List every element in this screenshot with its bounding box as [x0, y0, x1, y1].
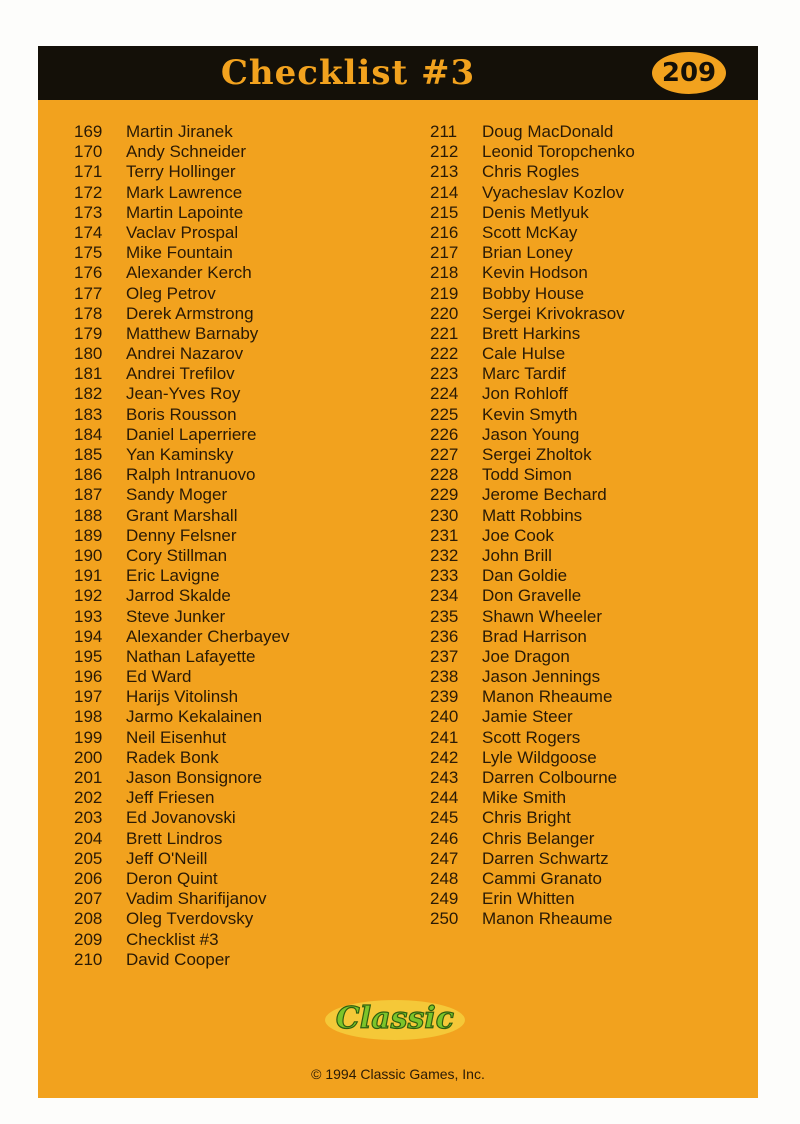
player-name: Shawn Wheeler	[482, 606, 603, 626]
checklist-row	[74, 203, 414, 223]
player-name: Dan Goldie	[482, 566, 568, 586]
checklist-row	[430, 445, 750, 465]
checklist-row	[430, 748, 750, 768]
card-number: 202	[74, 788, 103, 808]
player-name: Checklist #3	[126, 929, 219, 949]
player-name: Cammi Granato	[482, 868, 602, 888]
checklist-row	[74, 243, 414, 263]
player-name: Grant Marshall	[126, 505, 238, 525]
checklist-row	[430, 223, 750, 243]
player-name: Martin Jiranek	[126, 122, 233, 141]
checklist-row	[74, 445, 414, 465]
card-number: 195	[74, 646, 103, 666]
card-number: 228	[430, 465, 459, 485]
card-number: 217	[430, 243, 459, 263]
checklist-row	[74, 808, 414, 828]
checklist-row	[430, 647, 750, 667]
card-number: 240	[430, 707, 459, 727]
card-number: 215	[430, 202, 459, 222]
player-name: Denny Felsner	[126, 525, 237, 545]
checklist-row	[74, 707, 414, 727]
card-number: 248	[430, 868, 459, 888]
checklist-row	[430, 344, 750, 364]
player-name: Andy Schneider	[126, 142, 247, 162]
checklist-row	[430, 284, 750, 304]
player-name: Sergei Krivokrasov	[482, 303, 625, 323]
checklist-row	[74, 465, 414, 485]
player-name: Andrei Nazarov	[126, 344, 244, 364]
checklist-row	[430, 506, 750, 526]
player-name: Brett Harkins	[482, 323, 581, 343]
checklist-row	[430, 909, 750, 929]
checklist-row	[74, 162, 414, 182]
card-number: 179	[74, 323, 103, 343]
checklist-row	[74, 728, 414, 748]
player-name: Jarmo Kekalainen	[126, 707, 263, 727]
card-number: 175	[74, 243, 103, 263]
card-number: 200	[74, 747, 103, 767]
card-number: 197	[74, 687, 103, 707]
card-number: 238	[430, 667, 459, 687]
card-number: 250	[430, 909, 459, 929]
card-number: 244	[430, 788, 459, 808]
player-name: Joe Dragon	[482, 646, 570, 666]
player-name: Cale Hulse	[482, 344, 566, 364]
card-number: 210	[74, 949, 103, 969]
card-number: 199	[74, 727, 103, 747]
checklist-row	[430, 526, 750, 546]
card-number: 173	[74, 202, 103, 222]
checklist-row	[430, 405, 750, 425]
player-name: Brett Lindros	[126, 828, 223, 848]
card-number: 205	[74, 848, 103, 868]
player-name: Erin Whitten	[482, 889, 575, 909]
player-name: Mark Lawrence	[126, 182, 243, 202]
player-name: Alexander Cherbayev	[126, 626, 290, 646]
player-name: Jeff Friesen	[126, 788, 215, 808]
card-number: 227	[430, 445, 459, 464]
checklist-row	[430, 687, 750, 707]
player-name: Darren Colbourne	[482, 768, 618, 787]
player-name: David Cooper	[126, 949, 230, 969]
checklist-row	[430, 889, 750, 909]
player-name: Jason Young	[482, 424, 580, 444]
player-name: Jerome Bechard	[482, 485, 607, 505]
card-number: 212	[430, 142, 459, 162]
player-name: Don Gravelle	[482, 586, 582, 606]
player-name: Oleg Petrov	[126, 283, 216, 303]
card-number: 233	[430, 566, 459, 586]
checklist-row	[74, 909, 414, 929]
player-name: Sergei Zholtok	[482, 445, 592, 464]
player-name: Brian Loney	[482, 243, 573, 263]
checklist-row	[74, 425, 414, 445]
checklist-row	[430, 586, 750, 606]
card-number: 222	[430, 344, 459, 364]
checklist-row	[430, 707, 750, 727]
player-name: Scott Rogers	[482, 727, 581, 747]
checklist-row	[74, 405, 414, 425]
checklist-row	[74, 930, 414, 950]
card-number: 219	[430, 283, 459, 303]
player-name: Jean-Yves Roy	[126, 384, 241, 404]
card-number: 235	[430, 606, 459, 626]
checklist-row	[430, 546, 750, 566]
player-name: Harijs Vitolinsh	[126, 687, 239, 707]
checklist-row	[430, 183, 750, 203]
card-number: 187	[74, 485, 103, 505]
checklist-row	[74, 122, 414, 142]
player-name: Todd Simon	[482, 465, 572, 485]
checklist-row	[430, 304, 750, 324]
header-bar	[38, 46, 758, 100]
checklist-row	[74, 546, 414, 566]
checklist-row	[430, 849, 750, 869]
checklist-row	[430, 263, 750, 283]
checklist-row	[430, 808, 750, 828]
checklist-row	[74, 889, 414, 909]
player-name: Jeff O'Neill	[126, 848, 208, 868]
checklist-row	[74, 829, 414, 849]
player-name: Radek Bonk	[126, 747, 219, 767]
classic-logo-text: Classic	[335, 1001, 455, 1036]
player-name: Jon Rohloff	[482, 384, 568, 404]
card-number: 247	[430, 848, 459, 868]
player-name: Vyacheslav Kozlov	[482, 182, 625, 202]
card-number: 221	[430, 323, 459, 343]
checklist-row	[74, 748, 414, 768]
checklist-row	[74, 526, 414, 546]
checklist-right-column	[430, 122, 750, 930]
card-number: 182	[74, 384, 103, 404]
player-name: Oleg Tverdovsky	[126, 909, 254, 929]
checklist-row	[74, 869, 414, 889]
checklist-row	[430, 788, 750, 808]
card-number: 178	[74, 303, 103, 323]
checklist-row	[74, 788, 414, 808]
card-number: 234	[430, 586, 459, 606]
player-name: Matt Robbins	[482, 505, 583, 525]
checklist-row	[74, 344, 414, 364]
checklist-row	[430, 324, 750, 344]
card-number: 245	[430, 808, 459, 828]
player-name: Yan Kaminsky	[126, 445, 234, 464]
checklist-row	[430, 728, 750, 748]
checklist-row	[430, 627, 750, 647]
card-number: 243	[430, 768, 459, 787]
card-number: 225	[430, 404, 459, 424]
card-number: 208	[74, 909, 103, 929]
card-number: 241	[430, 727, 459, 747]
card-number: 201	[74, 768, 103, 787]
player-name: Ed Jovanovski	[126, 808, 236, 828]
card-number: 190	[74, 545, 103, 565]
player-name: Brad Harrison	[482, 626, 587, 646]
player-name: Martin Lapointe	[126, 202, 244, 222]
player-name: Eric Lavigne	[126, 566, 220, 586]
card-number: 209	[74, 929, 103, 949]
checklist-row	[74, 849, 414, 869]
player-name: Darren Schwartz	[482, 848, 609, 868]
card-number-badge: 209	[650, 50, 728, 96]
card-number: 223	[430, 364, 459, 384]
player-name: Scott McKay	[482, 222, 578, 242]
player-name: Manon Rheaume	[482, 909, 613, 929]
card-number: 189	[74, 525, 103, 545]
player-name: Marc Tardif	[482, 364, 566, 384]
card-number: 226	[430, 424, 459, 444]
card-number: 211	[430, 122, 458, 141]
checklist-row	[74, 566, 414, 586]
player-name: Leonid Toropchenko	[482, 142, 635, 162]
card-number: 172	[74, 182, 103, 202]
player-name: Kevin Hodson	[482, 263, 588, 283]
card-number: 204	[74, 828, 103, 848]
player-name: Alexander Kerch	[126, 263, 252, 283]
card-number: 176	[74, 263, 103, 283]
player-name: Chris Belanger	[482, 828, 595, 848]
card-number: 193	[74, 606, 103, 626]
card-number: 249	[430, 889, 459, 909]
checklist-row	[430, 607, 750, 627]
player-name: Terry Hollinger	[126, 162, 236, 182]
checklist-row	[74, 768, 414, 788]
checklist-card	[38, 46, 758, 1098]
card-number: 191	[74, 566, 103, 586]
checklist-left-column	[74, 122, 414, 970]
card-number: 194	[74, 626, 103, 646]
player-name: Neil Eisenhut	[126, 727, 227, 747]
player-name: Jason Jennings	[482, 667, 601, 687]
card-number: 236	[430, 626, 459, 646]
checklist-row	[74, 263, 414, 283]
card-number: 237	[430, 646, 459, 666]
checklist-row	[430, 566, 750, 586]
player-name: Ralph Intranuovo	[126, 465, 256, 485]
card-title: Checklist #3	[220, 53, 476, 93]
player-name: Jason Bonsignore	[126, 768, 263, 787]
copyright-line: © 1994 Classic Games, Inc.	[311, 1066, 485, 1082]
card-number: 196	[74, 667, 103, 687]
player-name: Andrei Trefilov	[126, 364, 235, 384]
card-number: 188	[74, 505, 103, 525]
checklist-row	[74, 304, 414, 324]
card-number: 171	[74, 162, 103, 182]
card-number: 203	[74, 808, 103, 828]
checklist-row	[74, 324, 414, 344]
card-number: 177	[74, 283, 103, 303]
player-name: Jarrod Skalde	[126, 586, 231, 606]
card-number: 183	[74, 404, 103, 424]
player-name: Chris Bright	[482, 808, 571, 828]
player-name: Mike Fountain	[126, 243, 233, 263]
player-name: Cory Stillman	[126, 545, 228, 565]
player-name: Kevin Smyth	[482, 404, 578, 424]
checklist-row	[430, 243, 750, 263]
checklist-row	[430, 384, 750, 404]
checklist-row	[74, 627, 414, 647]
player-name: Bobby House	[482, 283, 585, 303]
card-number: 174	[74, 222, 103, 242]
checklist-row	[74, 223, 414, 243]
player-name: Mike Smith	[482, 788, 567, 808]
player-name: Deron Quint	[126, 868, 218, 888]
checklist-row	[430, 465, 750, 485]
checklist-row	[74, 586, 414, 606]
player-name: Vaclav Prospal	[126, 222, 239, 242]
card-number: 207	[74, 889, 103, 909]
checklist-row	[74, 687, 414, 707]
card-number: 224	[430, 384, 459, 404]
card-number: 180	[74, 344, 103, 364]
player-name: Steve Junker	[126, 606, 226, 626]
card-number: 192	[74, 586, 103, 606]
checklist-row	[430, 667, 750, 687]
checklist-row	[430, 425, 750, 445]
card-number: 216	[430, 222, 459, 242]
card-number: 170	[74, 142, 103, 162]
checklist-row	[74, 950, 414, 970]
checklist-row	[74, 485, 414, 505]
checklist-row	[430, 869, 750, 889]
checklist-row	[74, 667, 414, 687]
player-name: Derek Armstrong	[126, 303, 254, 323]
checklist-row	[430, 142, 750, 162]
checklist-row	[430, 162, 750, 182]
card-number: 181	[74, 364, 103, 384]
checklist-row	[74, 142, 414, 162]
checklist-row	[430, 122, 750, 142]
card-number: 242	[430, 747, 459, 767]
player-name: Jamie Steer	[482, 707, 573, 727]
player-name: Vadim Sharifijanov	[126, 889, 267, 909]
card-number: 246	[430, 828, 459, 848]
card-number: 232	[430, 545, 459, 565]
player-name: Lyle Wildgoose	[482, 747, 597, 767]
card-number: 218	[430, 263, 459, 283]
card-number: 239	[430, 687, 459, 707]
card-number: 184	[74, 424, 103, 444]
checklist-row	[430, 768, 750, 788]
player-name: Denis Metlyuk	[482, 202, 589, 222]
checklist-row	[74, 647, 414, 667]
checklist-row	[74, 284, 414, 304]
player-name: Daniel Laperriere	[126, 424, 257, 444]
checklist-row	[74, 384, 414, 404]
checklist-row	[74, 607, 414, 627]
card-number: 231	[430, 525, 459, 545]
checklist-row	[74, 506, 414, 526]
checklist-row	[430, 485, 750, 505]
player-name: Boris Rousson	[126, 404, 237, 424]
card-number: 198	[74, 707, 103, 727]
player-name: Manon Rheaume	[482, 687, 613, 707]
card-number: 229	[430, 485, 459, 505]
player-name: Nathan Lafayette	[126, 646, 256, 666]
checklist-row	[74, 364, 414, 384]
checklist-row	[430, 829, 750, 849]
checklist-row	[430, 203, 750, 223]
player-name: Ed Ward	[126, 667, 192, 687]
classic-logo-icon	[320, 994, 470, 1044]
player-name: Joe Cook	[482, 525, 554, 545]
card-number: 186	[74, 465, 103, 485]
card-number: 185	[74, 445, 103, 464]
player-name: Matthew Barnaby	[126, 323, 259, 343]
player-name: John Brill	[482, 545, 552, 565]
card-number: 169	[74, 122, 103, 141]
card-number: 230	[430, 505, 459, 525]
checklist-row	[430, 364, 750, 384]
checklist-row	[74, 183, 414, 203]
card-number: 213	[430, 162, 459, 182]
card-number: 206	[74, 868, 103, 888]
player-name: Sandy Moger	[126, 485, 228, 505]
card-number: 220	[430, 303, 459, 323]
card-number: 214	[430, 182, 459, 202]
player-name: Doug MacDonald	[482, 122, 614, 141]
player-name: Chris Rogles	[482, 162, 580, 182]
